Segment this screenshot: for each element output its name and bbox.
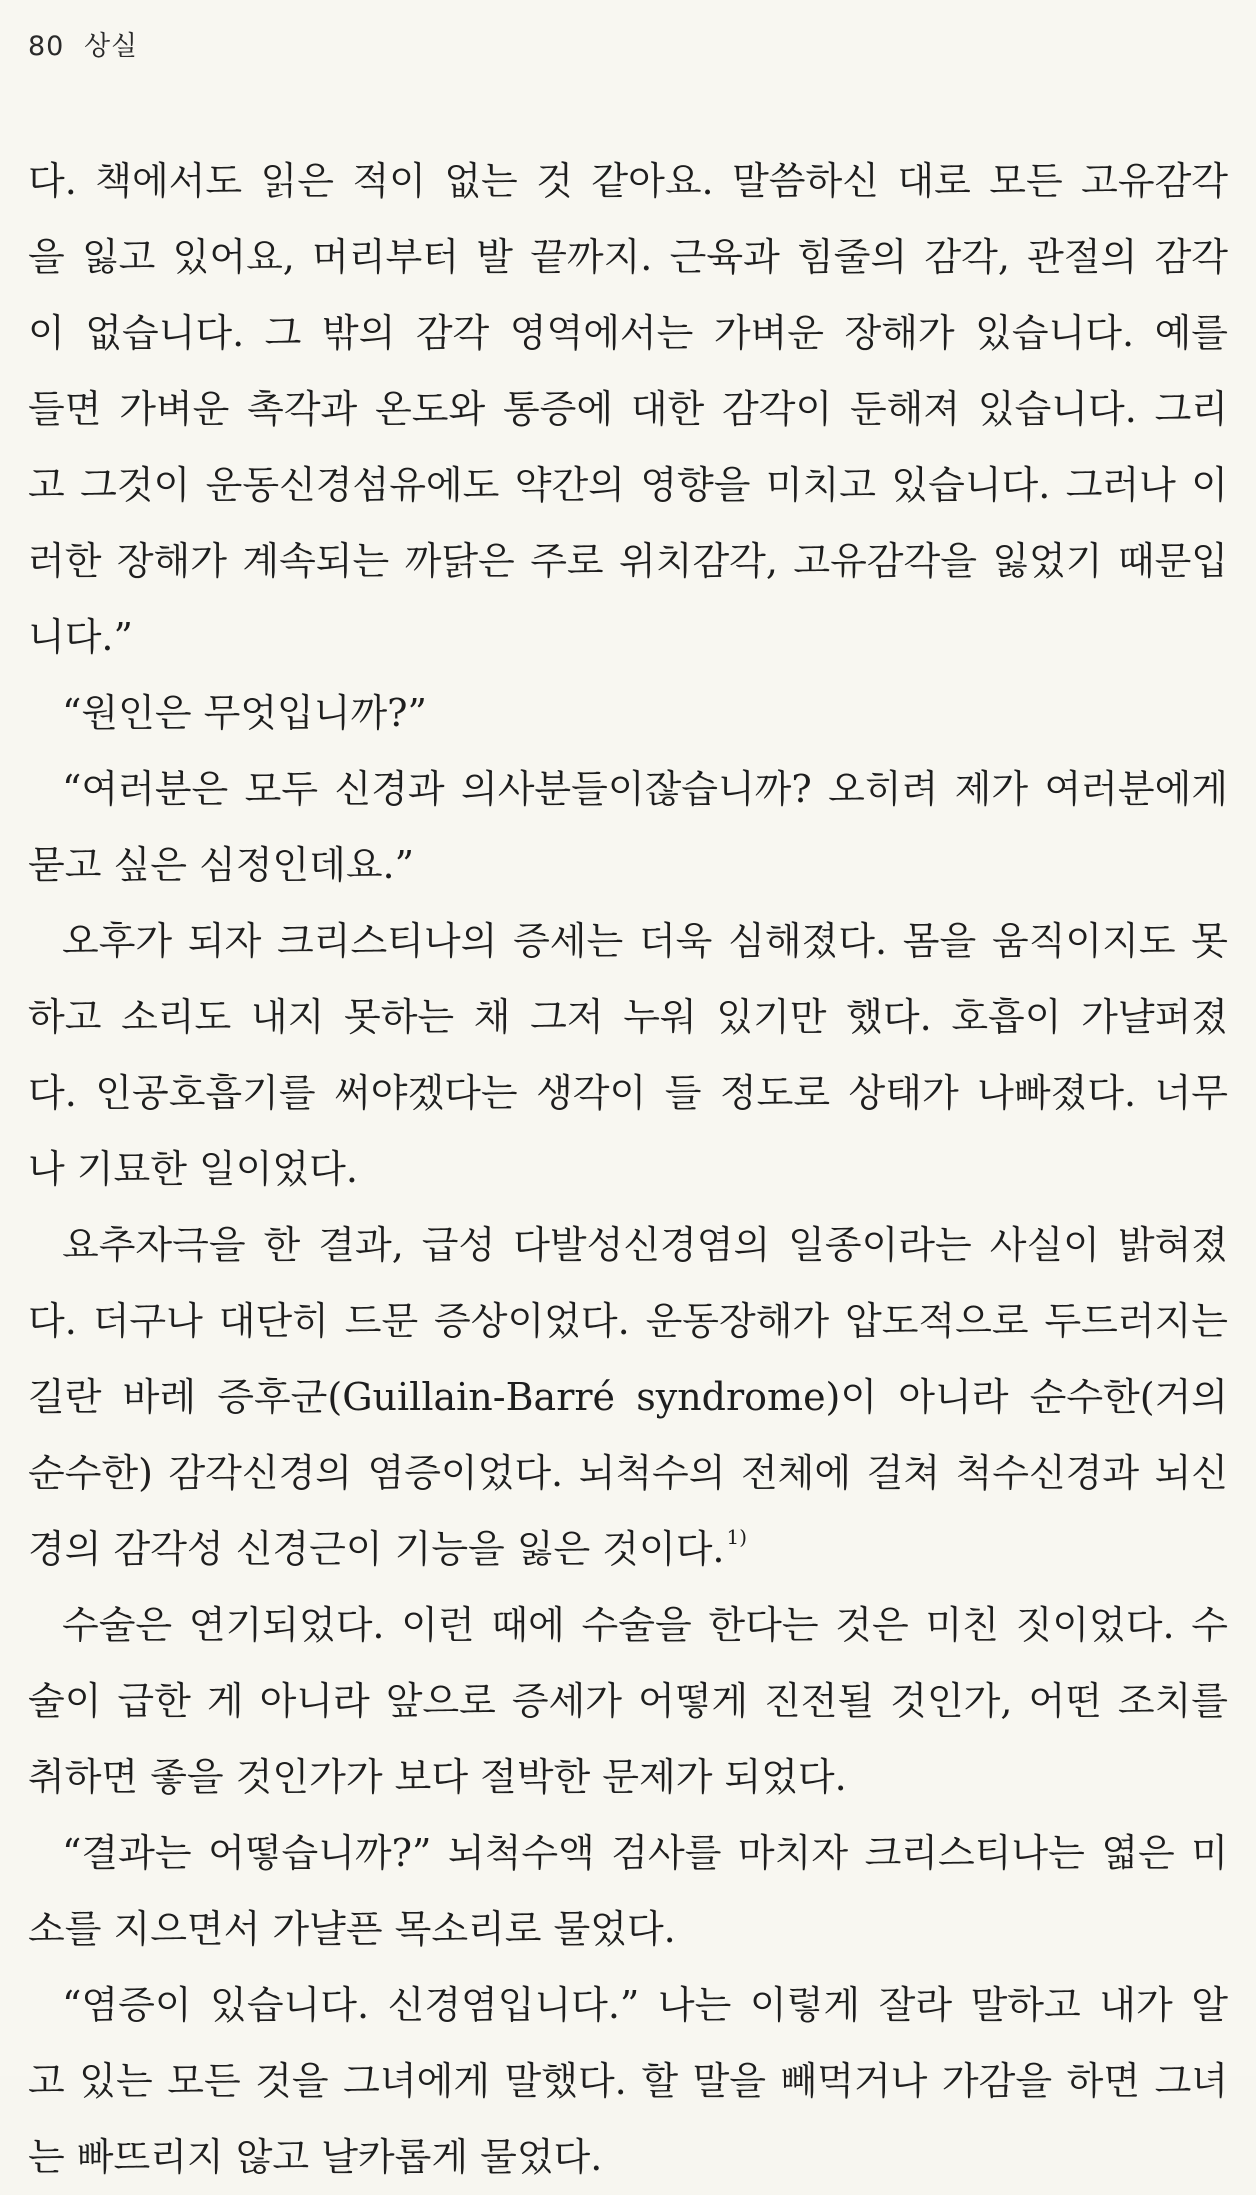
text-line [28,1207,1228,1283]
text-line [28,523,1228,599]
text-line [28,1891,1228,1967]
line-text: 수술은 연기되었다. 이런 때에 수술을 한다는 것은 미친 짓이었다. 수 [62,1603,1228,1647]
text-line [28,1131,1228,1207]
line-text: 고 있는 모든 것을 그녀에게 말했다. 할 말을 빼먹거나 가감을 하면 그녀 [28,2059,1228,2103]
line-text: 길란 바레 증후군(Guillain-Barré syndrome)이 아니라 순수한(거의 [28,1375,1228,1419]
line-text: 술이 급한 게 아니라 앞으로 증세가 어떻게 진전될 것인가, 어떤 조치를 [28,1679,1228,1723]
line-text: “여러분은 모두 신경과 의사분들이잖습니까? 오히려 제가 여러분에게 [62,767,1228,811]
line-text: “원인은 무엇입니까?” [62,691,427,735]
line-text: 이 없습니다. 그 밖의 감각 영역에서는 가벼운 장해가 있습니다. 예를 [28,311,1228,355]
text-line [28,1739,1228,1815]
text-line [28,1359,1228,1435]
line-text: 을 잃고 있어요, 머리부터 발 끝까지. 근육과 힘줄의 감각, 관절의 감각 [28,235,1228,279]
text-line [28,751,1228,827]
line-text: “염증이 있습니다. 신경염입니다.” 나는 이렇게 잘라 말하고 내가 알 [62,1983,1228,2027]
line-text: 다. 책에서도 읽은 적이 없는 것 같아요. 말씀하신 대로 모든 고유감각 [28,159,1228,203]
line-text: 나 기묘한 일이었다. [28,1147,358,1191]
text-line [28,371,1228,447]
line-text: 들면 가벼운 촉각과 온도와 통증에 대한 감각이 둔해져 있습니다. 그리 [28,387,1228,431]
line-text: 하고 소리도 내지 못하는 채 그저 누워 있기만 했다. 호흡이 가냘퍼졌 [28,995,1228,1039]
text-line [28,1587,1228,1663]
text-line [28,1511,1228,1587]
text-line [28,675,1228,751]
line-text: 경의 감각성 신경근이 기능을 잃은 것이다. [28,1527,725,1571]
page-number: 80 [28,31,65,62]
text-line [28,219,1228,295]
body-text [28,143,1228,2195]
text-line [28,599,1228,675]
running-header [28,24,138,63]
line-text: 묻고 싶은 심정인데요.” [28,843,415,887]
line-text: 러한 장해가 계속되는 까닭은 주로 위치감각, 고유감각을 잃었기 때문입 [28,539,1228,583]
line-text: 취하면 좋을 것인가가 보다 절박한 문제가 되었다. [28,1755,847,1799]
line-text: “결과는 어떻습니까?” 뇌척수액 검사를 마치자 크리스티나는 엷은 미 [62,1831,1228,1875]
text-line [28,143,1228,219]
text-line [28,1435,1228,1511]
chapter-title: 상실 [83,31,139,62]
text-line [28,979,1228,1055]
text-line [28,1663,1228,1739]
line-text: 다. 인공호흡기를 써야겠다는 생각이 들 정도로 상태가 나빠졌다. 너무 [28,1071,1228,1115]
text-line [28,903,1228,979]
line-text: 다. 더구나 대단히 드문 증상이었다. 운동장해가 압도적으로 두드러지는 [28,1299,1228,1343]
text-line [28,1283,1228,1359]
line-text: 요추자극을 한 결과, 급성 다발성신경염의 일종이라는 사실이 밝혀졌 [62,1223,1228,1267]
line-text: 는 빠뜨리지 않고 날카롭게 물었다. [28,2135,603,2179]
line-text: 고 그것이 운동신경섬유에도 약간의 영향을 미치고 있습니다. 그러나 이 [28,463,1228,507]
text-line [28,2043,1228,2119]
line-text: 순수한) 감각신경의 염증이었다. 뇌척수의 전체에 걸쳐 척수신경과 뇌신 [28,1451,1228,1495]
text-line [28,2119,1228,2195]
text-line [28,1055,1228,1131]
text-line [28,1967,1228,2043]
line-text: 소를 지으면서 가냘픈 목소리로 물었다. [28,1907,676,1951]
footnote-marker: 1) [726,1525,748,1549]
text-line [28,827,1228,903]
line-text: 니다.” [28,615,133,659]
line-text: 오후가 되자 크리스티나의 증세는 더욱 심해졌다. 몸을 움직이지도 못 [62,919,1228,963]
text-line [28,1815,1228,1891]
text-line [28,295,1228,371]
text-line [28,447,1228,523]
